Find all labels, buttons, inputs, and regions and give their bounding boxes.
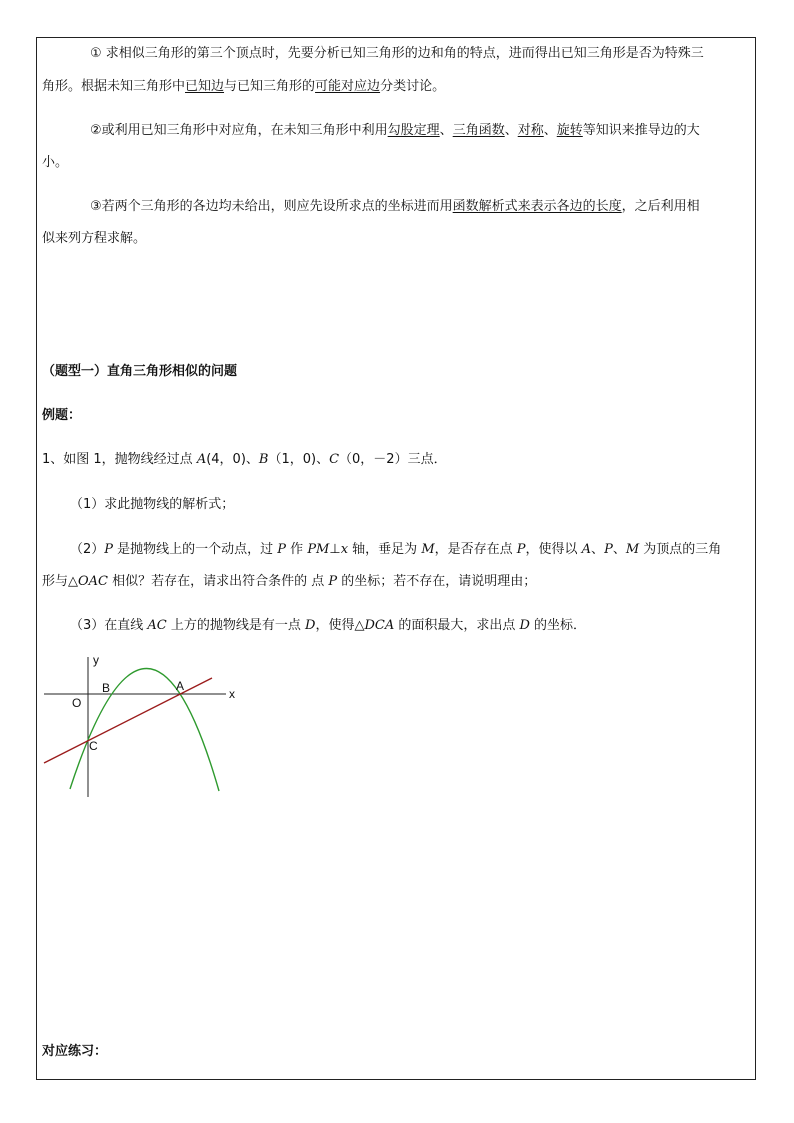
summary-p3-line1 (90, 198, 700, 216)
point-c-var: C (329, 452, 340, 467)
y-axis-label: y (93, 653, 99, 667)
summary-p2-text1i: 等知识来推导边的大 (582, 123, 700, 138)
var-pm: PM (307, 542, 330, 557)
perp-symbol: ⊥ (329, 542, 341, 557)
point-a-label: A (176, 679, 185, 693)
summary-p1-line2 (42, 78, 445, 96)
q2-text: 的坐标；若不存在，请说明理由； (337, 574, 537, 589)
point-a-var: A (196, 452, 207, 467)
question-3 (70, 617, 586, 635)
var-m: M (625, 542, 640, 557)
var-d: D (305, 618, 316, 633)
var-d: D (519, 618, 530, 633)
section-title: （题型一）直角三角形相似的问题 (42, 364, 238, 379)
summary-p2-text1a: ②或利用已知三角形中对应角，在未知三角形中利用 (90, 123, 388, 138)
var-p: P (604, 542, 613, 557)
separator: 、 (591, 542, 605, 557)
q2-text: 相似？若存在，请求出符合条件的 点 (108, 574, 329, 589)
var-p: P (277, 542, 287, 557)
q2-text: 作 (286, 542, 308, 557)
separator: 、 (612, 542, 626, 557)
var-m: M (421, 542, 435, 557)
var-dca: DCA (364, 618, 395, 633)
rotation-term: 旋转 (556, 123, 583, 138)
known-side-term: 已知边 (185, 79, 225, 94)
var-p: P (328, 574, 338, 589)
trig-function-term: 三角函数 (452, 123, 505, 138)
stem-text-b: (4，0)、 (206, 452, 259, 467)
point-c-label: C (89, 739, 98, 753)
summary-p2-text2: 小。 (42, 155, 69, 170)
q3-text: 上方的抛物线是有一点 (166, 618, 306, 633)
var-ac: AC (147, 618, 167, 633)
separator: 、 (504, 123, 518, 138)
var-x: x (340, 542, 349, 557)
separator: 、 (439, 123, 453, 138)
stem-text-c: （1，0)、 (268, 452, 330, 467)
summary-p3-text2: 似来列方程求解。 (42, 231, 147, 246)
q2-text: （2） (70, 542, 105, 557)
example-label: 例题： (42, 408, 82, 423)
function-expression-term: 函数解析式来表示各边的长度 (452, 199, 622, 214)
point-b-label: B (102, 681, 111, 695)
question-2-line2 (42, 573, 536, 591)
var-p: P (104, 542, 114, 557)
practice-label: 对应练习： (42, 1044, 108, 1059)
question-1: （1）求此抛物线的解析式； (70, 497, 235, 512)
q3-text: 的面积最大，求出点 (394, 618, 520, 633)
var-p: P (516, 542, 526, 557)
separator: 、 (543, 123, 557, 138)
q2-text: ，是否存在点 (434, 542, 517, 557)
summary-p2-line1 (90, 122, 700, 140)
stem-text-a: 1、如图 1，抛物线经过点 (42, 452, 197, 467)
x-axis-label: x (229, 687, 235, 701)
summary-p1-line1 (90, 45, 704, 63)
summary-p1-text1: ① 求相似三角形的第三个顶点时，先要分析已知三角形的边和角的特点，进而得出已知三角形是否为特殊三 (90, 46, 704, 61)
q3-text: （3）在直线 (70, 618, 148, 633)
question-2-line1 (70, 541, 721, 559)
summary-p3-text1c: ，之后利用相 (621, 199, 700, 214)
symmetry-term: 对称 (517, 123, 544, 138)
parabola-curve (70, 668, 219, 791)
point-b-var: B (258, 452, 269, 467)
q2-text: 形与△ (42, 574, 78, 589)
var-a: A (581, 542, 592, 557)
pythagorean-term: 勾股定理 (387, 123, 440, 138)
corresponding-side-term: 可能对应边 (315, 79, 381, 94)
line-ac (44, 678, 212, 763)
q3-text: 的坐标． (529, 618, 587, 633)
summary-p1-text2a: 角形。根据未知三角形中 (42, 79, 186, 94)
stem-text-d: （0，－2）三点． (339, 452, 447, 467)
summary-p3-line2 (42, 230, 146, 248)
problem-stem (42, 451, 447, 469)
q2-text: ，使得以 (525, 542, 582, 557)
q2-text: 为顶点的三角 (639, 542, 722, 557)
var-oac: OAC (78, 574, 108, 589)
parabola-figure (36, 645, 256, 805)
summary-p2-line2 (42, 154, 68, 172)
origin-label: O (72, 696, 82, 710)
summary-p1-text2c: 与已知三角形的 (224, 79, 316, 94)
q2-text: 是抛物线上的一个动点，过 (113, 542, 278, 557)
q3-text: ，使得△ (315, 618, 365, 633)
summary-p3-text1a: ③若两个三角形的各边均未给出，则应先设所求点的坐标进而用 (90, 199, 453, 214)
q2-text: 轴，垂足为 (348, 542, 422, 557)
summary-p1-text2e: 分类讨论。 (380, 79, 446, 94)
